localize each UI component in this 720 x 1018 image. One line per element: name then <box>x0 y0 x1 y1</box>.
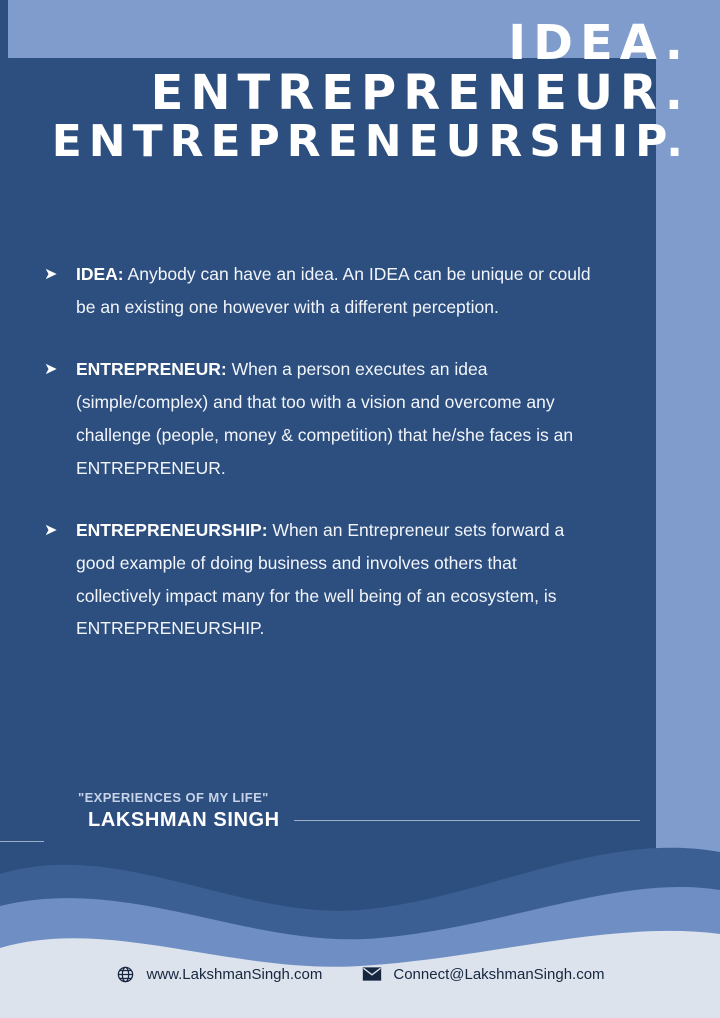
list-item-lead: ENTREPRENEURSHIP: <box>76 520 268 541</box>
envelope-icon <box>362 964 382 984</box>
headline-line-2: ENTREPRENEUR. <box>150 65 690 122</box>
poster-headline <box>0 15 690 167</box>
list-item-body: When a person executes an idea (simple/complex) and that too with a vision and overcome any challenge (people, money & competition) that he/she faces is an ENTREPRENEUR. <box>76 359 574 478</box>
headline-line-3: ENTREPRENEURSHIP. <box>51 115 690 167</box>
list-item <box>44 514 604 645</box>
list-item <box>44 258 604 323</box>
signature-quote: "EXPERIENCES OF MY LIFE" <box>78 790 269 805</box>
footer-website-label: www.LakshmanSingh.com <box>146 965 323 983</box>
globe-icon <box>115 964 135 984</box>
footer-email-label: Connect@LakshmanSingh.com <box>393 965 605 983</box>
author-name: LAKSHMAN SINGH <box>88 809 280 831</box>
arrow-bullet-icon: ➤ <box>44 266 58 283</box>
arrow-bullet-icon: ➤ <box>44 522 58 540</box>
bullet-list <box>44 258 604 675</box>
poster-footer <box>0 930 720 1018</box>
headline-line-1: IDEA. <box>508 15 690 71</box>
list-item-lead: IDEA: <box>76 264 124 284</box>
footer-email[interactable] <box>362 964 604 984</box>
footer-website[interactable] <box>115 964 322 984</box>
list-item <box>44 353 604 484</box>
list-item-body: When an Entrepreneur sets forward a good example of doing business and involves others that collectively impact many for the well being of an ecosystem, is ENTREPRENEURSHIP. <box>76 520 565 639</box>
arrow-bullet-icon: ➤ <box>44 361 58 379</box>
list-item-body: Anybody can have an idea. An IDEA can be unique or could be an existing one however with a different perception. <box>76 264 591 317</box>
list-item-lead: ENTREPRENEUR: <box>76 359 227 380</box>
